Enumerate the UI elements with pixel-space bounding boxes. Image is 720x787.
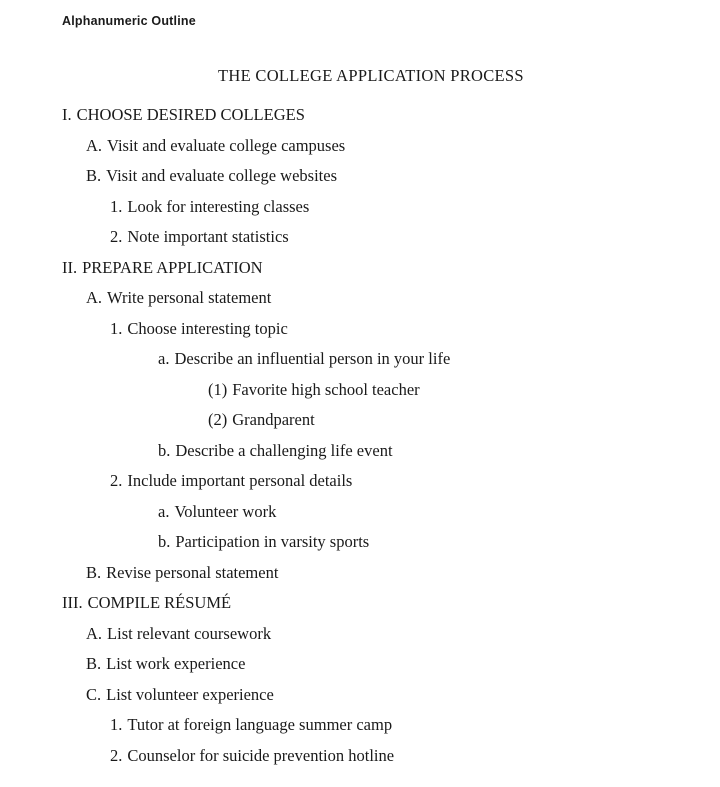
outline-item bbox=[86, 161, 720, 192]
outline-item-marker: 1. bbox=[110, 196, 123, 216]
outline-item bbox=[86, 131, 720, 162]
outline-item bbox=[86, 680, 720, 711]
outline-item bbox=[110, 741, 720, 772]
outline-item-marker: 2. bbox=[110, 745, 123, 765]
outline-item-text: Describe a challenging life event bbox=[175, 440, 393, 460]
outline-item bbox=[86, 619, 720, 650]
outline-title: THE COLLEGE APPLICATION PROCESS bbox=[218, 66, 524, 85]
outline-item-marker: II. bbox=[62, 257, 78, 277]
outline-item-text: CHOOSE DESIRED COLLEGES bbox=[76, 105, 305, 124]
outline-item-marker: (2) bbox=[208, 410, 228, 429]
outline-item bbox=[62, 100, 720, 131]
outline-item-text: PREPARE APPLICATION bbox=[82, 257, 263, 277]
outline-list bbox=[0, 100, 720, 771]
outline-item-text: Participation in varsity sports bbox=[175, 532, 370, 551]
outline-item bbox=[86, 649, 720, 680]
outline-item-marker: 2. bbox=[110, 227, 123, 246]
outline-item bbox=[208, 375, 720, 406]
outline-item-marker: (1) bbox=[208, 379, 228, 399]
outline-item-marker: III. bbox=[62, 593, 83, 612]
outline-item-text: COMPILE RÉSUMÉ bbox=[87, 593, 232, 612]
outline-item-marker: 1. bbox=[110, 318, 123, 338]
outline-item-text: Choose interesting topic bbox=[127, 318, 288, 338]
outline-item-text: Include important personal details bbox=[127, 471, 353, 490]
outline-item bbox=[110, 314, 720, 345]
outline-item-marker: B. bbox=[86, 654, 102, 673]
outline-item bbox=[86, 283, 720, 314]
outline-item-marker: b. bbox=[158, 440, 171, 460]
outline-item-marker: A. bbox=[86, 288, 103, 307]
outline-item-marker: C. bbox=[86, 684, 102, 704]
outline-item-text: Describe an influential person in your life bbox=[174, 349, 451, 368]
outline-item-marker: B. bbox=[86, 166, 102, 185]
outline-item-marker: a. bbox=[158, 349, 170, 368]
outline-item-text: Visit and evaluate college websites bbox=[106, 166, 337, 185]
outline-item-text: Revise personal statement bbox=[106, 562, 279, 582]
outline-item bbox=[158, 436, 720, 467]
outline-item-text: Note important statistics bbox=[127, 227, 289, 246]
outline-item bbox=[86, 558, 720, 589]
document-heading: Alphanumeric Outline bbox=[62, 14, 196, 28]
outline-item-marker: 1. bbox=[110, 715, 123, 734]
outline-item-text: Write personal statement bbox=[107, 288, 272, 307]
outline-item-text: Visit and evaluate college campuses bbox=[107, 135, 346, 155]
outline-item bbox=[208, 405, 720, 436]
outline-item-marker: I. bbox=[62, 105, 72, 124]
outline-item-text: Favorite high school teacher bbox=[232, 379, 420, 399]
outline-item-marker: a. bbox=[158, 501, 170, 521]
outline-item-text: Counselor for suicide prevention hotline bbox=[127, 745, 395, 765]
outline-item-text: Grandparent bbox=[232, 410, 315, 429]
outline-item bbox=[110, 222, 720, 253]
outline-item bbox=[110, 466, 720, 497]
outline-item-text: Volunteer work bbox=[174, 501, 277, 521]
outline-item bbox=[110, 710, 720, 741]
outline-item bbox=[62, 588, 720, 619]
outline-item-marker: b. bbox=[158, 532, 171, 551]
outline-item-text: Tutor at foreign language summer camp bbox=[127, 715, 393, 734]
outline-item-marker: B. bbox=[86, 562, 102, 582]
outline-item-text: List volunteer experience bbox=[106, 684, 274, 704]
outline-item bbox=[158, 527, 720, 558]
outline-item bbox=[110, 192, 720, 223]
outline-item bbox=[158, 344, 720, 375]
outline-item-marker: A. bbox=[86, 623, 103, 643]
outline-item bbox=[158, 497, 720, 528]
outline-item-marker: 2. bbox=[110, 471, 123, 490]
outline-item-text: Look for interesting classes bbox=[127, 196, 310, 216]
outline-item-text: List work experience bbox=[106, 654, 246, 673]
outline-item bbox=[62, 253, 720, 284]
outline-item-marker: A. bbox=[86, 135, 103, 155]
outline-item-text: List relevant coursework bbox=[107, 623, 272, 643]
